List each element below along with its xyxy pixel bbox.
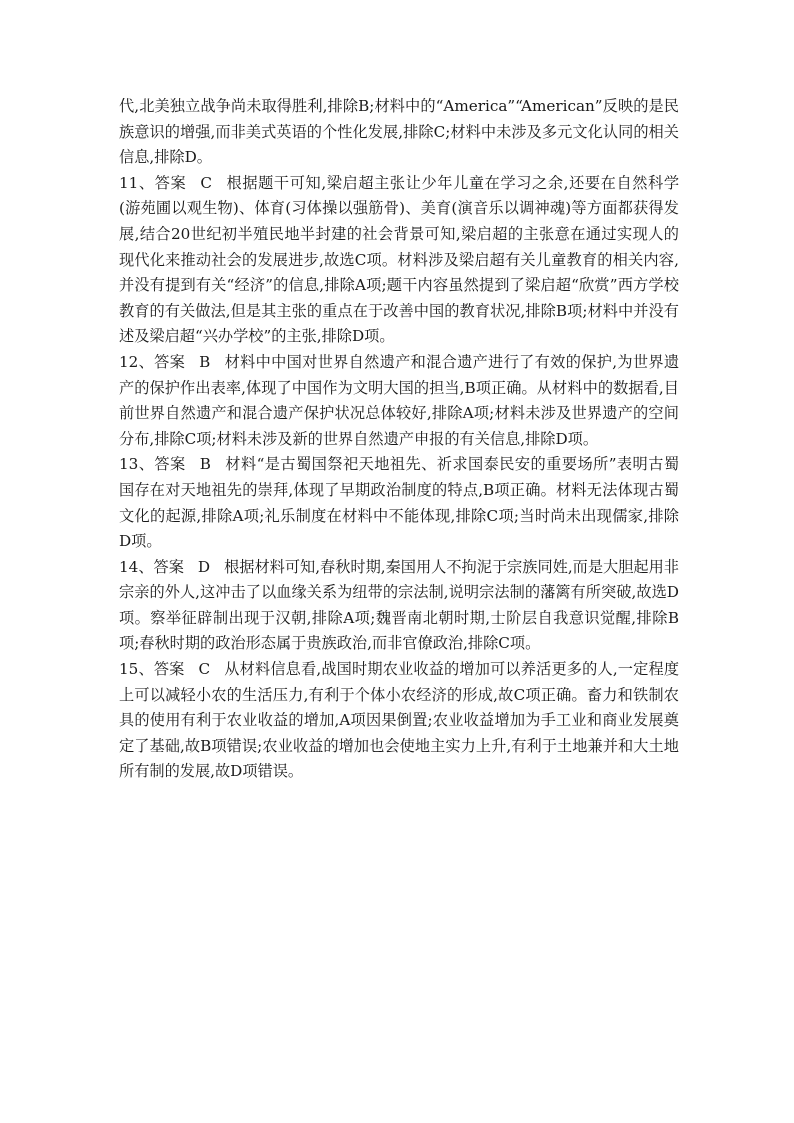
- answer-number: 11、: [119, 173, 155, 192]
- answer-label: 答案: [153, 660, 185, 679]
- answer-12: [119, 350, 679, 452]
- answer-14: [119, 555, 679, 657]
- answer-13: [119, 452, 679, 554]
- answer-11: [119, 171, 679, 350]
- answer-explanation: 根据题干可知,梁启超主张让少年儿童在学习之余,还要在自然科学(游苑圃以观生物)、体育(习体操以强筋骨)、美育(演音乐以调神魂)等方面都获得发展,结合20世纪初半殖民地半封建的社会背景可知,梁启超的主张意在通过实现人的现代化来推动社会的发展进步,故选C项。材料涉及梁启超有关儿童教育的相关内容,并没有提到有关“经济”的信息,排除A项;题干内容虽然提到了梁启超“欣赏”西方学校教育的有关做法,但是其主张的重点在于改善中国的教育状况,排除B项;材料中并没有述及梁启超“兴办学校”的主张,排除D项。: [119, 173, 680, 346]
- answer-15: [119, 657, 679, 785]
- answer-explanation: 根据材料可知,春秋时期,秦国用人不拘泥于宗族同姓,而是大胆起用非宗亲的外人,这冲击了以血缘关系为纽带的宗法制,说明宗法制的藩篱有所突破,故选D项。察举征辟制出现于汉朝,排除A项;魏晋南北朝时期,士阶层自我意识觉醒,排除B项;春秋时期的政治形态属于贵族政治,而非官僚政治,排除C项。: [119, 557, 679, 653]
- intro-paragraph: [119, 94, 679, 171]
- answer-explanation: 材料中中国对世界自然遗产和混合遗产进行了有效的保护,为世界遗产的保护作出表率,体现了中国作为文明大国的担当,B项正确。从材料中的数据看,目前世界自然遗产和混合遗产保护状况总体较好,排除A项;材料未涉及世界遗产的空间分布,排除C项;材料未涉及新的世界自然遗产申报的有关信息,排除D项。: [119, 352, 680, 448]
- answer-explanation: 材料“是古蜀国祭祀天地祖先、祈求国泰民安的重要场所”表明古蜀国存在对天地祖先的崇拜,体现了早期政治制度的特点,B项正确。材料无法体现古蜀文化的起源,排除A项;礼乐制度在材料中不能体现,排除C项;当时尚未出现儒家,排除D项。: [119, 455, 680, 551]
- answer-number: 14、: [119, 557, 154, 576]
- answer-label: 答案: [154, 455, 186, 474]
- answer-number: 13、: [119, 455, 155, 474]
- answer-number: 12、: [119, 352, 155, 371]
- answer-label: 答案: [154, 173, 187, 192]
- answer-letter: B: [199, 352, 211, 371]
- answer-explanation: 从材料信息看,战国时期农业收益的增加可以养活更多的人,一定程度上可以减轻小农的生活压力,有利于个体小农经济的形成,故C项正确。畜力和铁制农具的使用有利于农业收益的增加,A项因果倒置;农业收益增加为手工业和商业发展奠定了基础,故B项错误;农业收益的增加也会使地主实力上升,有利于土地兼并和大土地所有制的发展,故D项错误。: [119, 660, 680, 781]
- answer-letter: D: [197, 557, 211, 576]
- answer-number: 15、: [119, 660, 154, 679]
- answer-letter: B: [199, 455, 211, 474]
- answer-label: 答案: [153, 557, 184, 576]
- intro-text: 代,北美独立战争尚未取得胜利,排除B;材料中的“America”“American”反映的是民族意识的增强,而非美式英语的个性化发展,排除C;材料中未涉及多元文化认同的相关信息,排除D。: [119, 97, 679, 167]
- answer-letter: C: [200, 173, 212, 192]
- document-page: [119, 94, 679, 785]
- answer-label: 答案: [154, 352, 186, 371]
- answer-letter: C: [198, 660, 211, 679]
